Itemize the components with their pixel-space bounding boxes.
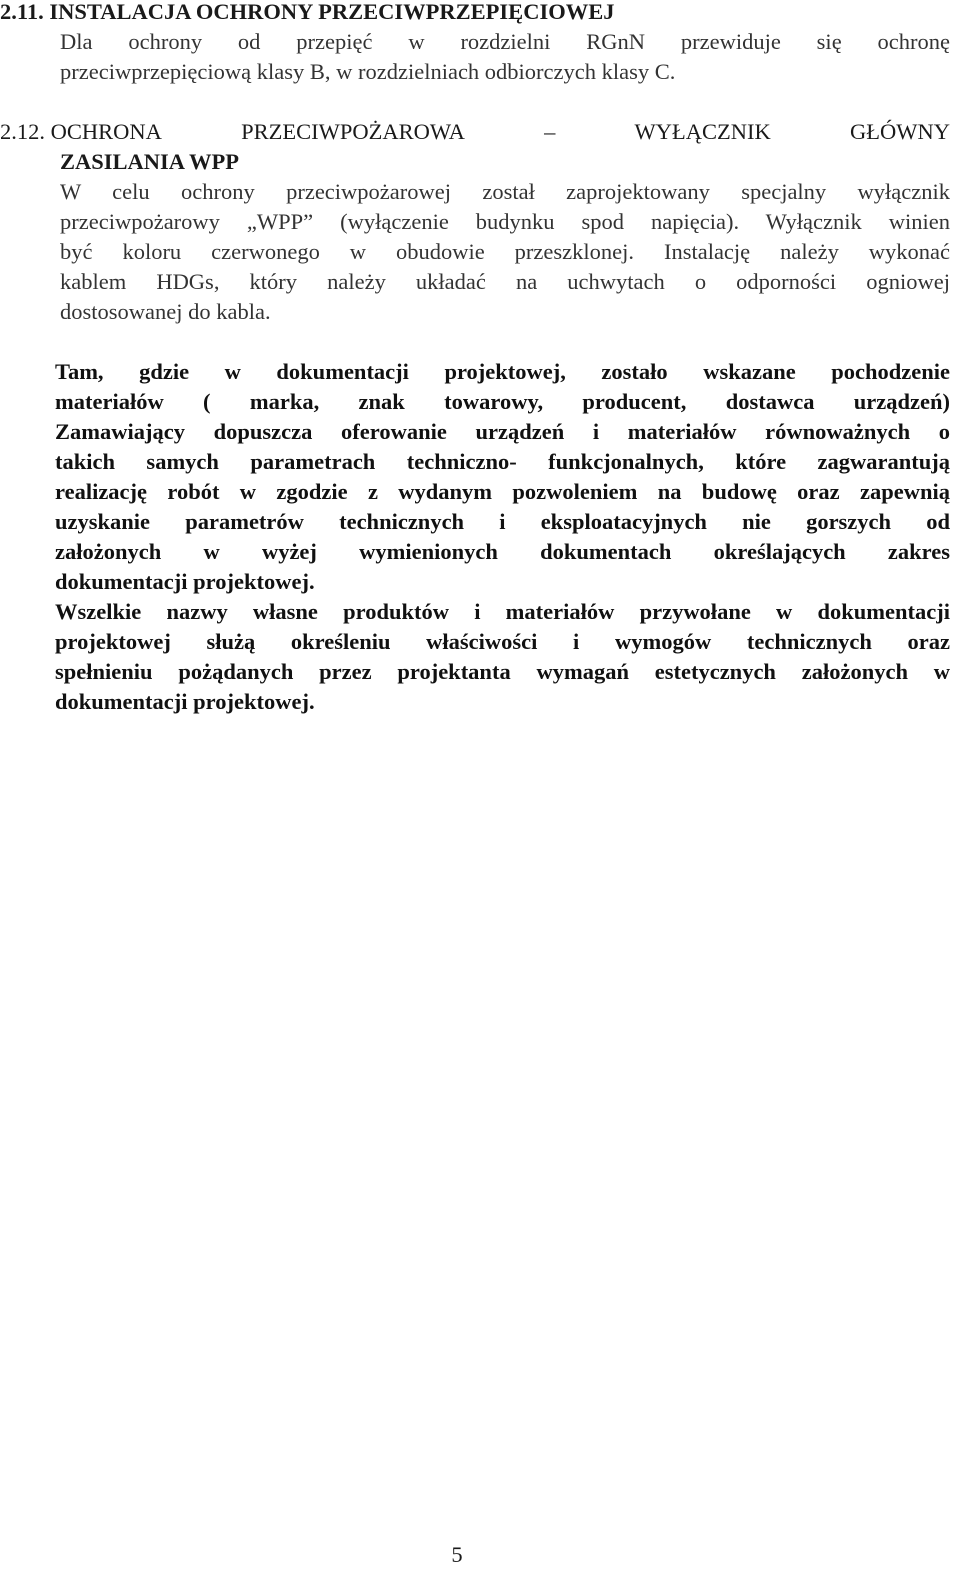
section-body bbox=[0, 177, 960, 327]
bold-line: spełnieniu pożądanych przez projektanta wymagań estetycznych założonych w bbox=[55, 659, 950, 684]
section-2-12 bbox=[0, 117, 960, 327]
section-heading-text: 2.11. INSTALACJA OCHRONY PRZECIWPRZEPIĘCIOWEJ bbox=[0, 0, 615, 24]
body-line: dostosowanej do kabla. bbox=[60, 299, 271, 324]
heading-part: 2.12. OCHRONA bbox=[0, 119, 162, 144]
bold-line: realizację robót w zgodzie z wydanym pozwoleniem na budowę oraz zapewnią bbox=[55, 479, 950, 504]
body-line: przeciwprzepięciową klasy B, w rozdzielniach odbiorczych klasy C. bbox=[60, 59, 676, 84]
heading-part: GŁÓWNY bbox=[850, 119, 950, 144]
bold-line: materiałów ( marka, znak towarowy, producent, dostawca urządzeń) bbox=[55, 389, 950, 414]
section-heading bbox=[0, 0, 960, 27]
bold-line: uzyskanie parametrów technicznych i eksploatacyjnych nie gorszych od bbox=[55, 509, 950, 534]
section-heading-continued bbox=[0, 147, 960, 177]
bold-line: Zamawiający dopuszcza oferowanie urządzeń i materiałów równoważnych o bbox=[55, 419, 950, 444]
page-number-text: 5 bbox=[451, 1542, 463, 1567]
bold-line: projektowej służą określeniu właściwości i wymogów technicznych oraz bbox=[55, 629, 950, 654]
heading-part: WYŁĄCZNIK bbox=[634, 119, 771, 144]
page-number bbox=[0, 1540, 960, 1570]
body-line: Dla ochrony od przepięć w rozdzielni RGnN przewiduje się ochronę bbox=[60, 29, 950, 54]
body-line: kablem HDGs, który należy układać na uchwytach o odporności ogniowej bbox=[60, 269, 950, 294]
bold-line: dokumentacji projektowej. bbox=[55, 569, 315, 594]
body-line: być koloru czerwonego w obudowie przeszklonej. Instalację należy wykonać bbox=[60, 239, 950, 264]
body-line: przeciwpożarowy „WPP” (wyłączenie budynku spod napięcia). Wyłącznik winien bbox=[60, 209, 950, 234]
bold-line: Wszelkie nazwy własne produktów i materiałów przywołane w dokumentacji bbox=[55, 599, 950, 624]
equivalence-paragraph-1 bbox=[0, 357, 960, 597]
section-2-11 bbox=[0, 0, 960, 87]
section-body bbox=[0, 27, 960, 87]
body-line: W celu ochrony przeciwpożarowej został zaprojektowany specjalny wyłącznik bbox=[60, 179, 950, 204]
bold-line: takich samych parametrach techniczno- funkcjonalnych, które zagwarantują bbox=[55, 449, 950, 474]
equivalence-paragraph-2 bbox=[0, 597, 960, 717]
heading-part: PRZECIWPOŻAROWA bbox=[241, 119, 465, 144]
bold-line: Tam, gdzie w dokumentacji projektowej, zostało wskazane pochodzenie bbox=[55, 359, 950, 384]
section-heading bbox=[0, 117, 960, 147]
heading-part: – bbox=[544, 119, 556, 144]
bold-line: założonych w wyżej wymienionych dokumentach określających zakres bbox=[55, 539, 950, 564]
bold-line: dokumentacji projektowej. bbox=[55, 689, 315, 714]
section-heading-text: ZASILANIA WPP bbox=[60, 149, 240, 174]
equivalence-clause bbox=[0, 357, 960, 717]
